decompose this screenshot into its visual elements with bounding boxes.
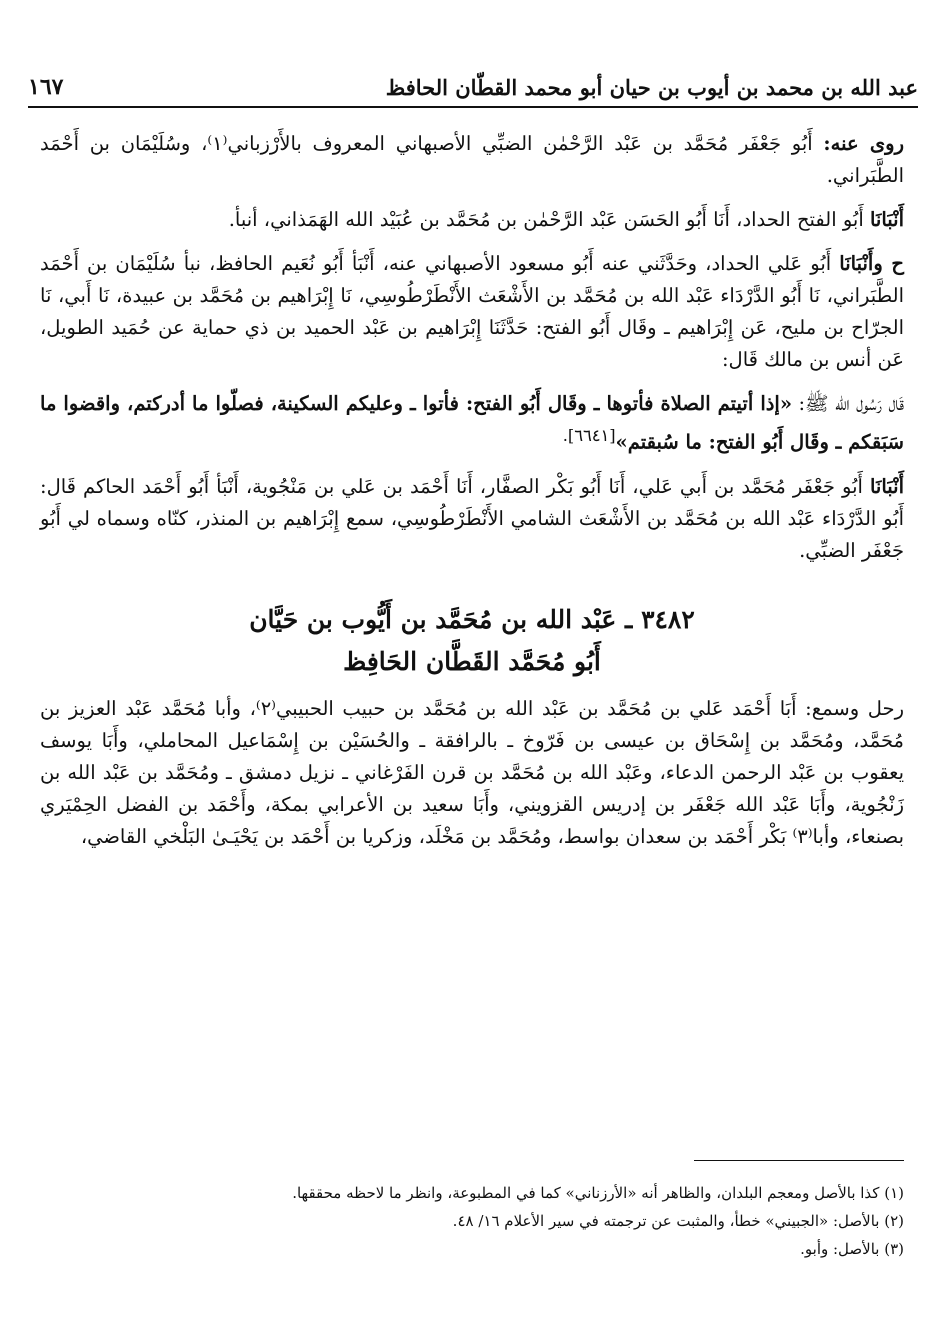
main-text [40, 128, 904, 865]
paragraph-narrators [40, 128, 904, 192]
paragraph-hadith [40, 388, 904, 459]
paragraph-isnad-1 [40, 204, 904, 236]
running-head: عبد الله بن محمد بن أيوب بن حيان أبو محمد القطّان الحافظ [385, 75, 918, 100]
paragraph-text: أَبُو جَعْفَر مُحَمَّد بن عَبْد الرَّحْمٰن الضبِّي الأصبهاني المعروف بالأَرْزباني⁽١⁾، وسُلَيْمَان بن أَحْمَد الطَّبَراني. [40, 132, 904, 187]
hadith-intro: قَال رَسُول الله ﷺ: [792, 392, 904, 415]
footnote-1: (١) كذا بالأصل ومعجم البلدان، والظاهر أنه «الأرزناني» كما في المطبوعة، وانظر ما لاحظه محققها. [292, 1184, 904, 1202]
entry-title-line-2: أَبُو مُحَمَّد القَطَّان الحَافِظ [343, 646, 601, 676]
paragraph-text: أَبُو الفتح الحداد، أَنَا أَبُو الحَسَن عَبْد الرَّحْمٰن بن مُحَمَّد بن عُبَيْد الله الهَمَذاني، أنبأ. [228, 208, 870, 231]
paragraph-lead: أَنْبَانَا [869, 208, 904, 231]
paragraph-text: أَبُو عَلي الحداد، وحَدَّثَني عنه أَبُو مسعود الأصبهاني عنه، أَنْبَأ أَبُو نُعَيم الحافظ، نبأ سُلَيْمَان بن أَحْمَد الطَّبَراني، نَا أَبُو الدَّرْدَاء عَبْد الله بن مُحَمَّد بن الأَشْعَث الأَنْطَرْطُوسِي، نَا إِبْرَاهيم بن مُحَمَّد بن عبيدة، نَا أَبي، نَا الجرّاح بن مليح، عَن إِبْرَاهيم ـ وقَال أَبُو الفتح: حَدَّثَنَا إِبْرَاهيم بن عَبْد الحميد بن ذي حماية عن حُمَيد الطويل، عَن أنس بن مالك قَال: [40, 252, 904, 371]
entry-text: رحل وسمع: أَبَا أَحْمَد عَلي بن مُحَمَّد بن عَبْد الله بن مُحَمَّد بن حبيب الحبيبي⁽٢⁾، وأبا مُحَمَّد عَبْد العزيز بن مُحَمَّد، ومُحَمَّد بن إِسْحَاق بن عيسى بن فَرّوخ ـ بالرافقة ـ والحُسَيْن بن إِسْمَاعيل المحاملي، وأَبَا يوسف يعقوب بن عَبْد الرحمن الدعاء، وعَبْد الله بن مُحَمَّد بن قرن الفَرْغاني ـ نزيل دمشق ـ ومُحَمَّد بن عَبْد الله بن زَنْجُوية، وأَبَا عَبْد الله جَعْفَر بن إدريس القزويني، وأَبَا سعيد بن الأعرابي بمكة، وأَحْمَد بن الفضل الحِمْيَري بصنعاء، وأبا⁽٣⁾ بَكْر أَحْمَد بن سعدان بواسط، ومُحَمَّد بن مَخْلَد، وزكريا بن أَحْمَد بن يَحْيَـىٰ البَلْخي القاضي، [40, 696, 905, 848]
entry-title-line-1: ٣٤٨٢ ـ عَبْد الله بن مُحَمَّد بن أَيُّوب بن حَيَّان [249, 604, 695, 634]
paragraph-lead: روى عنه: [823, 132, 905, 155]
paragraph-kunya [40, 471, 904, 567]
paragraph-text: أَبُو جَعْفَر مُحَمَّد بن أَبي عَلي، أَنَا أَبُو بَكْر الصفَّار، أَنَا أَحْمَد بن عَلي بن مَنْجُوية، أَنْبَأ أَبُو أَحْمَد الحاكم قَال: أَبُو الدَّرْدَاء عَبْد الله بن مُحَمَّد بن الأَشْعَث الشامي الأَنْطَرْطُوسِي، سمع إِبْرَاهيم بن المنذر، كنّاه وسماه لي أَبُو جَعْفَر الضبِّي. [40, 474, 904, 562]
page-number: ١٦٧ [28, 74, 64, 100]
paragraph-lead: أَنْبَانَا [869, 474, 904, 498]
footnote-3: (٣) بالأصل: وأبو. [800, 1240, 904, 1258]
paragraph-lead: ح وأَنْبَانَا [839, 252, 904, 275]
entry-title [40, 599, 904, 683]
hadith-reference: [٦٦٤١]. [562, 426, 616, 445]
footnote-divider [694, 1160, 904, 1161]
hadith-text: «إذا أتيتم الصلاة فأتوها ـ وقَال أَبُو الفتح: فأتوا ـ وعليكم السكينة، فصلّوا ما أدركتم، واقضوا ما سَبَقكم ـ وقَال أَبُو الفتح: ما سُبقتم» [40, 392, 904, 454]
footnote-2: (٢) بالأصل: «الجبيني» خطأ، والمثبت عن ترجمته في سير الأعلام ١٦/ ٤٨. [452, 1212, 904, 1230]
footnotes [40, 1160, 904, 1263]
page-header [28, 60, 918, 108]
paragraph-isnad-2 [40, 248, 904, 376]
